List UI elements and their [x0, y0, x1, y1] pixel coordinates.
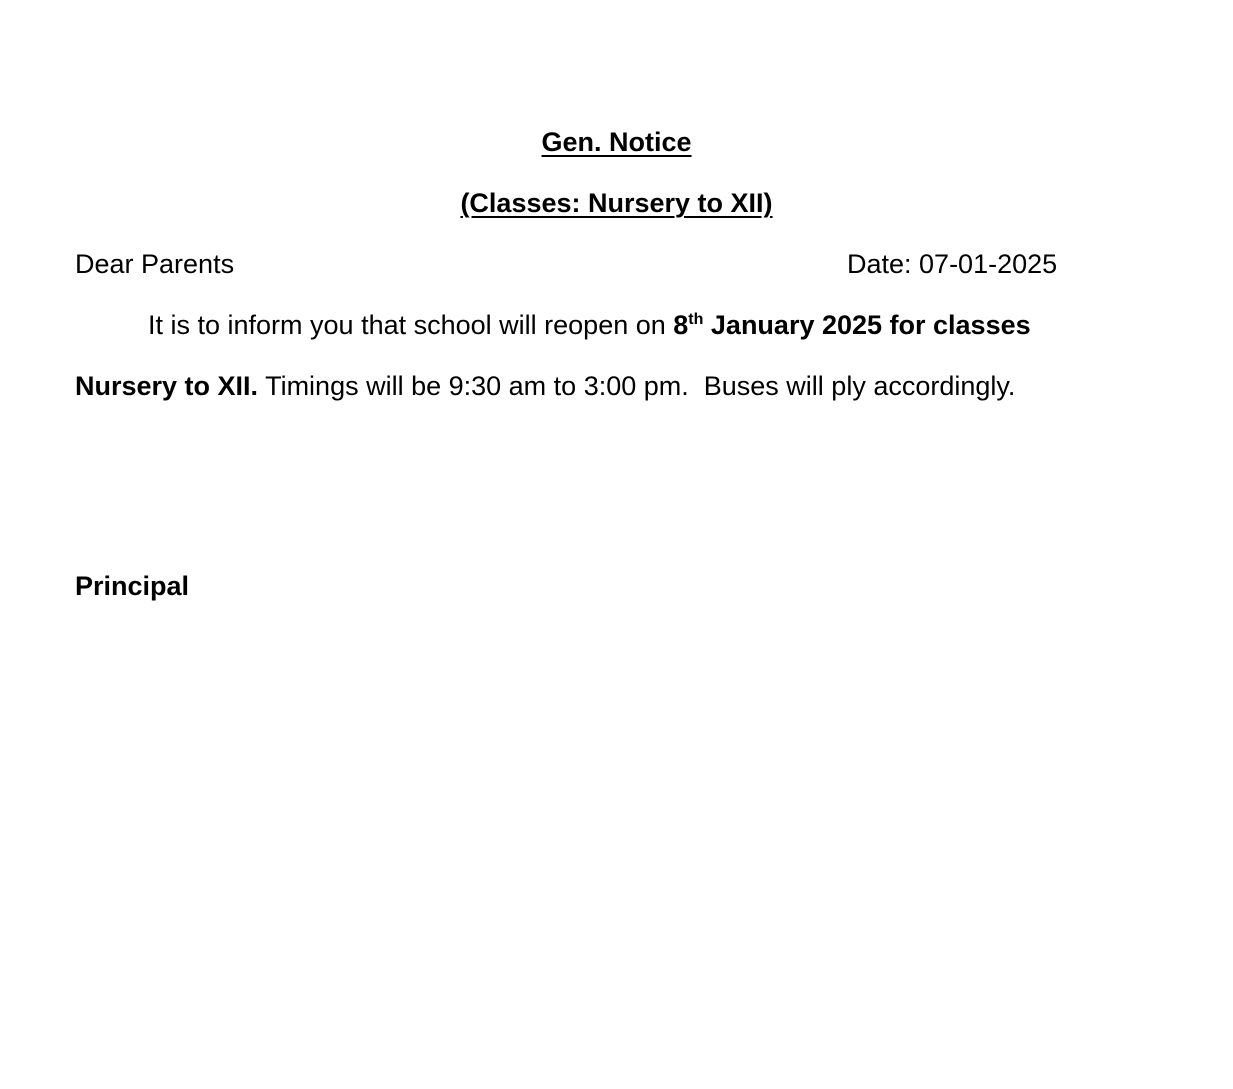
notice-date: Date: 07-01-2025: [847, 249, 1058, 279]
body-line-2: [75, 371, 1015, 402]
notice-subtitle: (Classes: Nursery to XII): [460, 188, 773, 218]
reopen-day-suffix: th: [688, 311, 704, 328]
salutation: Dear Parents: [75, 249, 235, 279]
signature: Principal: [75, 571, 190, 601]
reopen-date-rest: January 2025 for classes: [703, 310, 1031, 340]
body-line-1: [148, 310, 1031, 341]
classes-range: Nursery to XII.: [75, 371, 259, 401]
timings-text: Timings will be 9:30 am to 3:00 pm. Buses will ply accordingly.: [258, 371, 1016, 401]
notice-title: Gen. Notice: [541, 127, 692, 157]
body-text-intro: It is to inform you that school will reopen on: [148, 310, 674, 340]
reopen-day-number: 8: [673, 310, 689, 340]
